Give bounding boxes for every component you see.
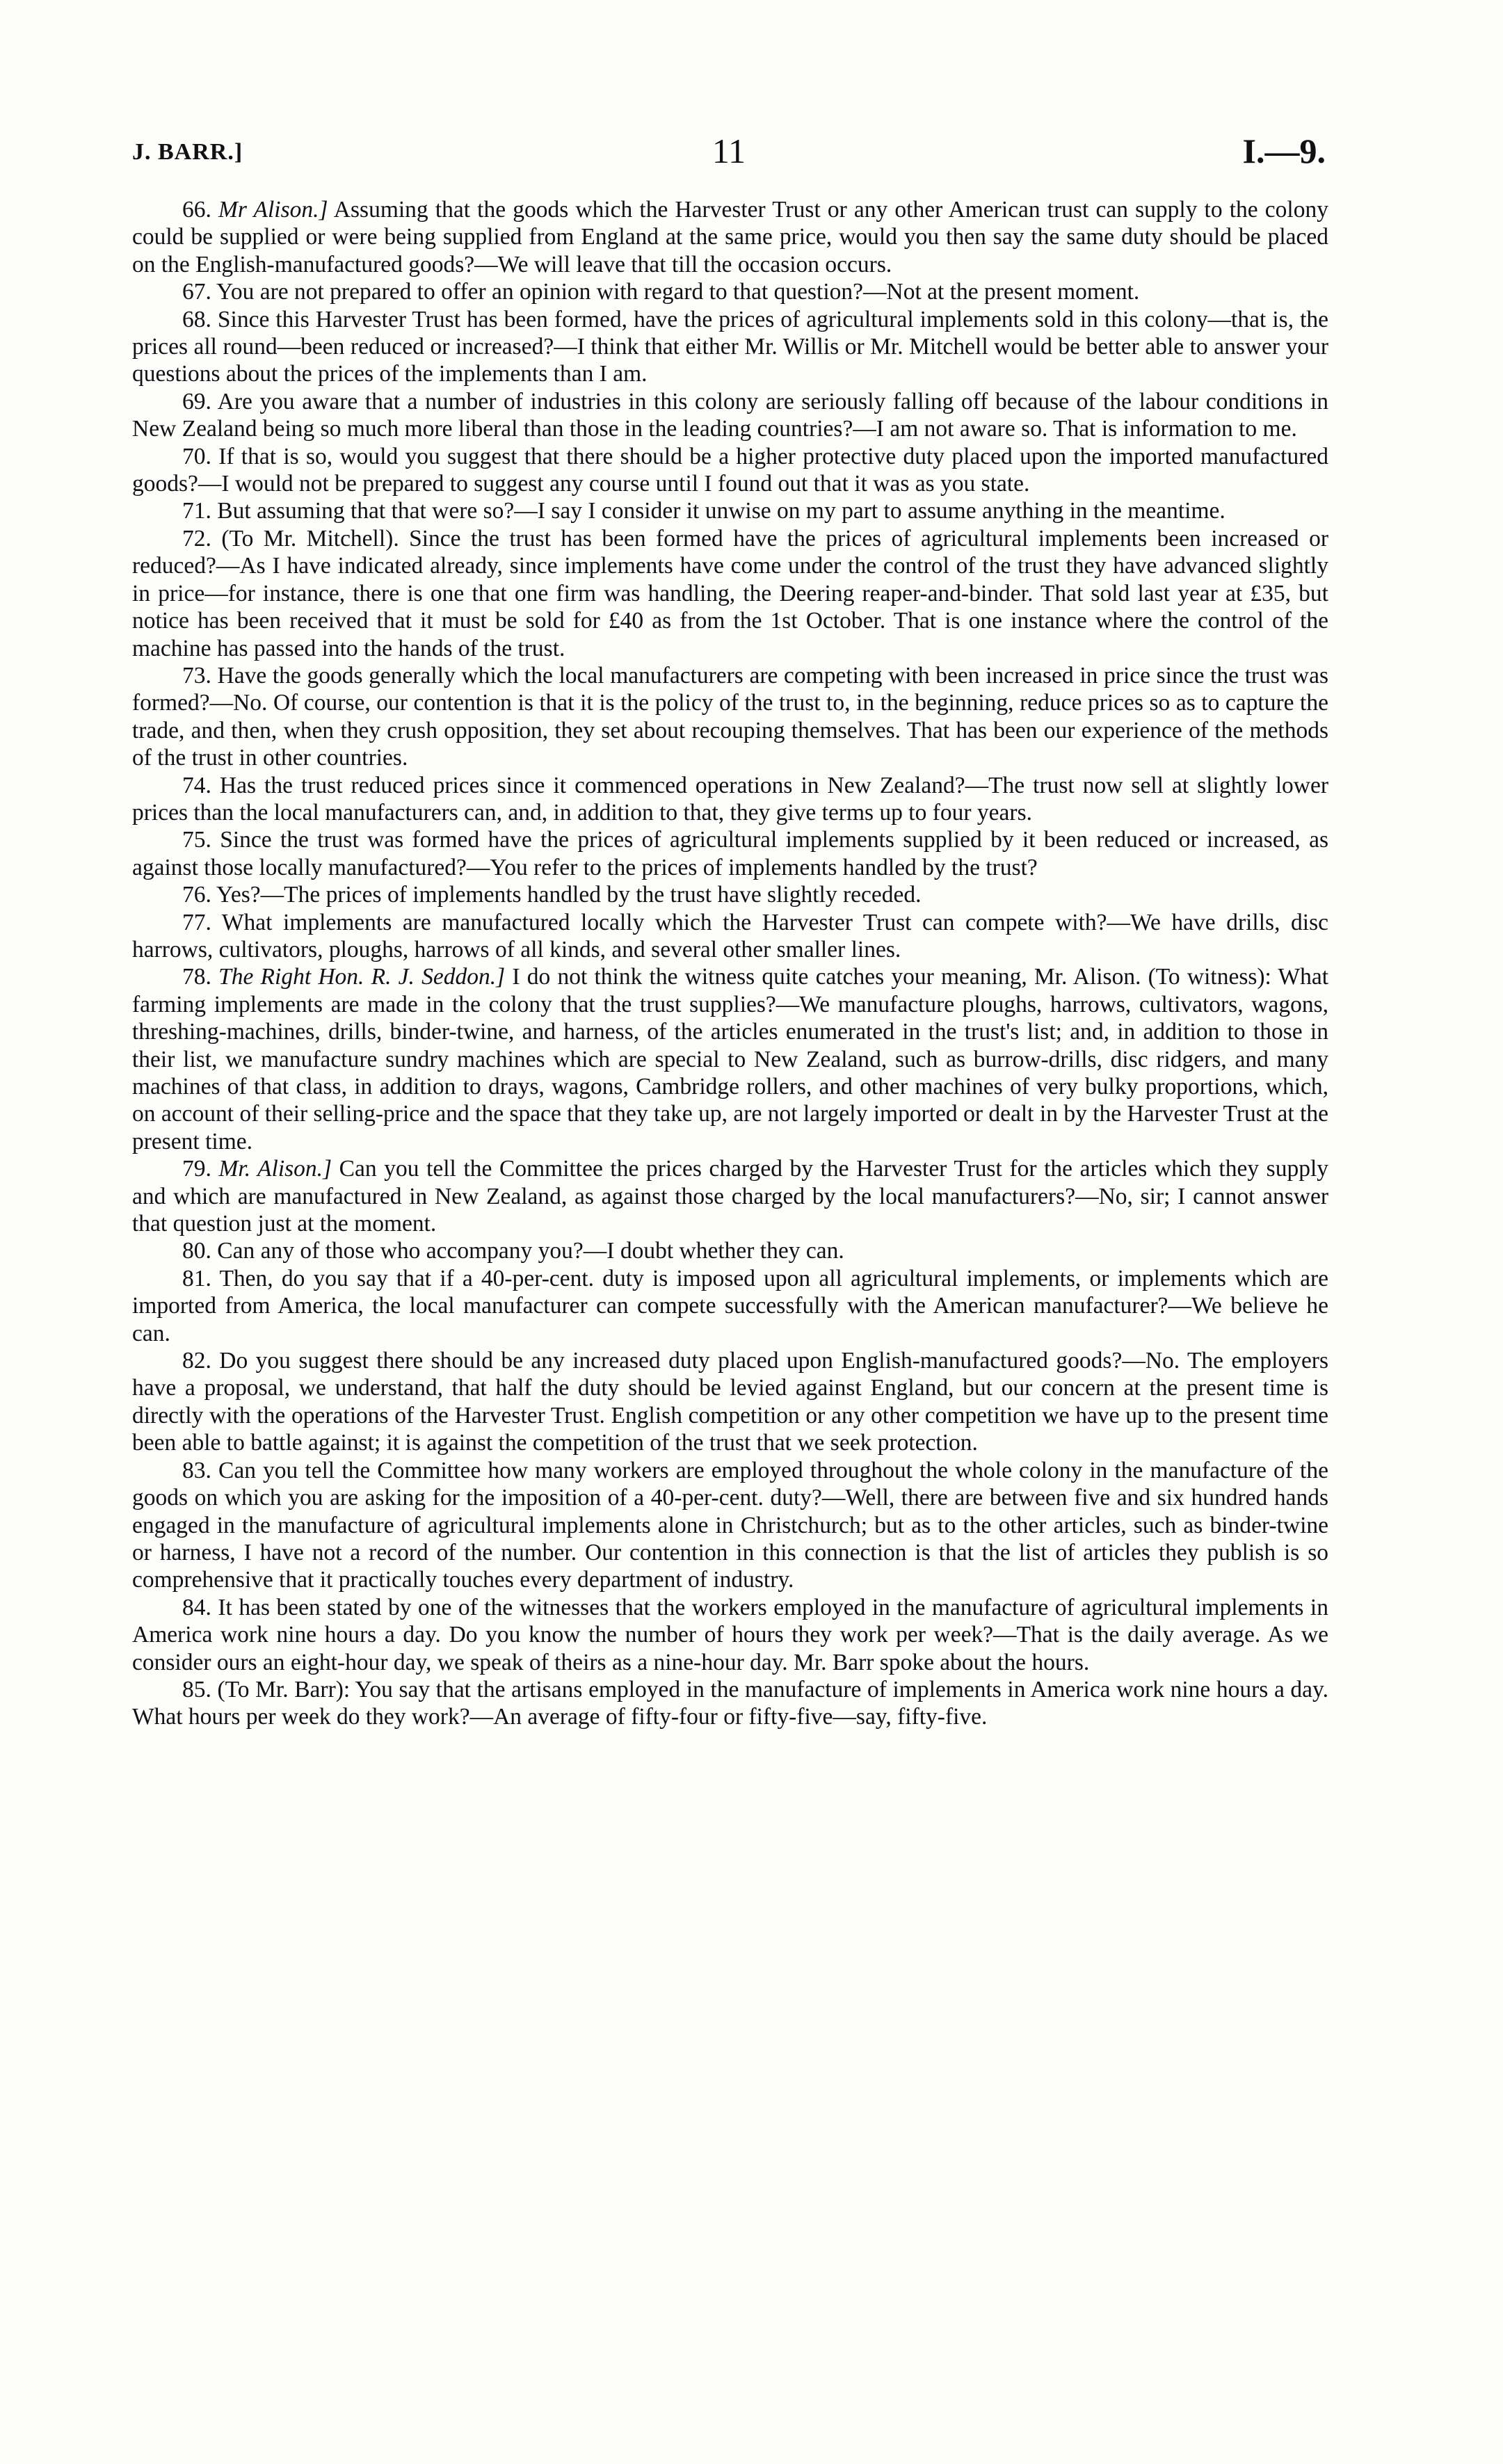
question-text: Assuming that the goods which the Harvester Trust or any other American trust can supply to the colony could be supplied or were being supplied from England at the same price, would you then say the same duty should be placed on the English-manufactured goods?—We will leave that till the occasion occurs. <box>132 197 1328 277</box>
question-85 <box>132 1676 1328 1731</box>
question-81 <box>132 1265 1328 1347</box>
question-text: (To Mr. Mitchell). Since the trust has been formed have the prices of agricultural implements been increased or reduced?—As I have indicated already, since implements have come under the control of the trust they have advanced slightly in price—for instance, there is one that one firm was handling, the Deering reaper-and-binder. That sold last year at £35, but notice has been received that it must be sold for £40 as from the 1st October. That is one instance where the control of the machine has passed into the hands of the trust. <box>132 525 1329 661</box>
question-number: 74. <box>182 772 220 798</box>
question-73 <box>132 662 1328 772</box>
question-number: 83. <box>182 1457 218 1483</box>
question-number: 80. <box>182 1238 218 1264</box>
question-number: 75. <box>182 827 220 853</box>
question-text: Can you tell the Committee the prices charged by the Harvester Trust for the articles which they supply and which are manufactured in New Zealand, as against those charged by the local manufacturers?—No, sir; I cannot answer that question just at the moment. <box>132 1156 1329 1237</box>
question-number: 73. <box>182 662 218 689</box>
question-69 <box>132 388 1328 443</box>
question-number: 77. <box>182 909 222 935</box>
question-text: If that is so, would you suggest that there should be a higher protective duty placed upon the imported manufactured goods?—I would not be prepared to suggest any course until I found out that it was as you state. <box>132 443 1328 497</box>
speaker: Mr. Alison.] <box>218 1156 332 1182</box>
page-number: 11 <box>712 131 746 170</box>
question-text: Can you tell the Committee how many workers are employed throughout the whole colony in the manufacture of the goods on which you are asking for the imposition of a 40-per-cent. duty?—Well, there are between five and six hundred hands engaged in the manufacture of agricultural implements alone in Christchurch; but as to the other articles, such as binder-twine or harness, I have not a record of the number. Our contention in this connection is that the list of articles they publish is so comprehensive that it practically touches every department of industry. <box>132 1457 1328 1593</box>
question-text: Can any of those who accompany you?—I doubt whether they can. <box>217 1238 844 1264</box>
question-67 <box>132 278 1328 305</box>
question-text: Then, do you say that if a 40-per-cent. duty is imposed upon all agricultural implements, or implements which are imported from America, the local manufacturer can compete successfully with the American manufacturer?—We believe he can. <box>132 1265 1329 1346</box>
question-72 <box>132 525 1328 662</box>
question-84 <box>132 1594 1328 1676</box>
question-70 <box>132 443 1328 498</box>
question-text: But assuming that that were so?—I say I consider it unwise on my part to assume anything in the meantime. <box>217 498 1225 524</box>
question-number: 85. <box>182 1676 218 1702</box>
question-text: Have the goods generally which the local manufacturers are competing with been increased in price since the trust was formed?—No. Of course, our contention is that it is the policy of the trust to, in the beginning, reduce prices so as to capture the trade, and then, when they crush opposition, they set about recouping themselves. That has been our experience of the methods of the trust in other countries. <box>132 662 1328 771</box>
speaker: The Right Hon. R. J. Seddon.] <box>218 964 506 990</box>
page-header <box>132 131 1326 179</box>
question-number: 66. <box>182 197 219 223</box>
question-77 <box>132 909 1328 964</box>
question-number: 70. <box>182 443 219 469</box>
question-number: 71. <box>182 498 218 524</box>
question-82 <box>132 1347 1328 1457</box>
question-text: Yes?—The prices of implements handled by the trust have slightly receded. <box>216 882 922 908</box>
question-number: 82. <box>182 1348 220 1374</box>
question-text: It has been stated by one of the witnesses that the workers employed in the manufacture of agricultural implements in America work nine hours a day. Do you know the number of hours they work per week?—That is the daily average. As we consider ours an eight-hour day, we speak of theirs as a nine-hour day. Mr. Barr spoke about the hours. <box>132 1594 1328 1675</box>
question-text: Do you suggest there should be any increased duty placed upon English-manufactured goods?—No. The employers have a proposal, we understand, that half the duty should be levied against England, but our concern at the present time is directly with the operations of the Harvester Trust. English competition or any other competition we have up to the present time been able to battle against; it is against the competition of the trust that we seek protection. <box>132 1348 1328 1456</box>
question-text: I do not think the witness quite catches your meaning, Mr. Alison. (To witness): What farming implements are made in the colony that the trust supplies?—We manufacture ploughs, harrows, cultivators, wagons, threshing-machines, drills, binder-twine, and harness, of the articles enumerated in the trust's list; and, in addition to those in their list, we manufacture sundry machines which are special to New Zealand, such as burrow-drills, disc ridgers, and many machines of that class, in addition to drays, wagons, Cambridge rollers, and other machines of very bulky proportions, which, on account of their selling-price and the space that they take up, are not largely imported or dealt in by the Harvester Trust at the present time. <box>132 964 1329 1154</box>
question-text: Since the trust was formed have the prices of agricultural implements supplied by it been reduced or increased, as against those locally manufactured?—You refer to the prices of implements handled by the trust? <box>132 827 1329 880</box>
question-number: 69. <box>182 388 218 414</box>
question-text: What implements are manufactured locally which the Harvester Trust can compete with?—We have drills, disc harrows, cultivators, ploughs, harrows of all kinds, and several other smaller lines. <box>132 909 1328 963</box>
question-number: 79. <box>182 1156 219 1182</box>
header-witness-name: J. BARR.] <box>132 139 243 165</box>
question-text: Are you aware that a number of industries in this colony are seriously falling off because of the labour conditions in New Zealand being so much more liberal than those in the leading countries?—I am not aware so. That is information to me. <box>132 388 1328 442</box>
question-number: 81. <box>182 1265 220 1291</box>
question-number: 68. <box>182 306 218 332</box>
question-number: 67. <box>182 279 217 305</box>
question-78 <box>132 963 1328 1155</box>
question-74 <box>132 772 1328 827</box>
question-68 <box>132 306 1328 388</box>
question-number: 78. <box>182 964 219 990</box>
question-number: 72. <box>182 525 222 551</box>
question-83 <box>132 1457 1328 1594</box>
question-66 <box>132 196 1328 278</box>
minutes-of-evidence <box>132 196 1328 1731</box>
question-text: Has the trust reduced prices since it commenced operations in New Zealand?—The trust now sell at slightly lower prices than the local manufacturers can, and, in addition to that, they give terms up to four years. <box>132 772 1329 826</box>
question-76 <box>132 881 1328 908</box>
question-text: You are not prepared to offer an opinion with regard to that question?—Not at the present moment. <box>216 279 1140 305</box>
question-number: 84. <box>182 1594 218 1620</box>
question-75 <box>132 826 1328 881</box>
question-text: Since this Harvester Trust has been formed, have the prices of agricultural implements sold in this colony—that is, the prices all round—been reduced or increased?—I think that either Mr. Willis or Mr. Mitchell would be better able to answer your questions about the prices of the implements than I am. <box>132 306 1328 387</box>
question-79 <box>132 1155 1328 1237</box>
question-number: 76. <box>182 882 217 908</box>
speaker: Mr Alison.] <box>218 197 328 223</box>
question-71 <box>132 497 1328 524</box>
paper-reference: I.—9. <box>1242 131 1326 170</box>
question-text: (To Mr. Barr): You say that the artisans employed in the manufacture of implements in America work nine hours a day. What hours per week do they work?—An average of fifty-four or fifty-five—say, fifty-five. <box>132 1676 1328 1730</box>
question-80 <box>132 1237 1328 1264</box>
